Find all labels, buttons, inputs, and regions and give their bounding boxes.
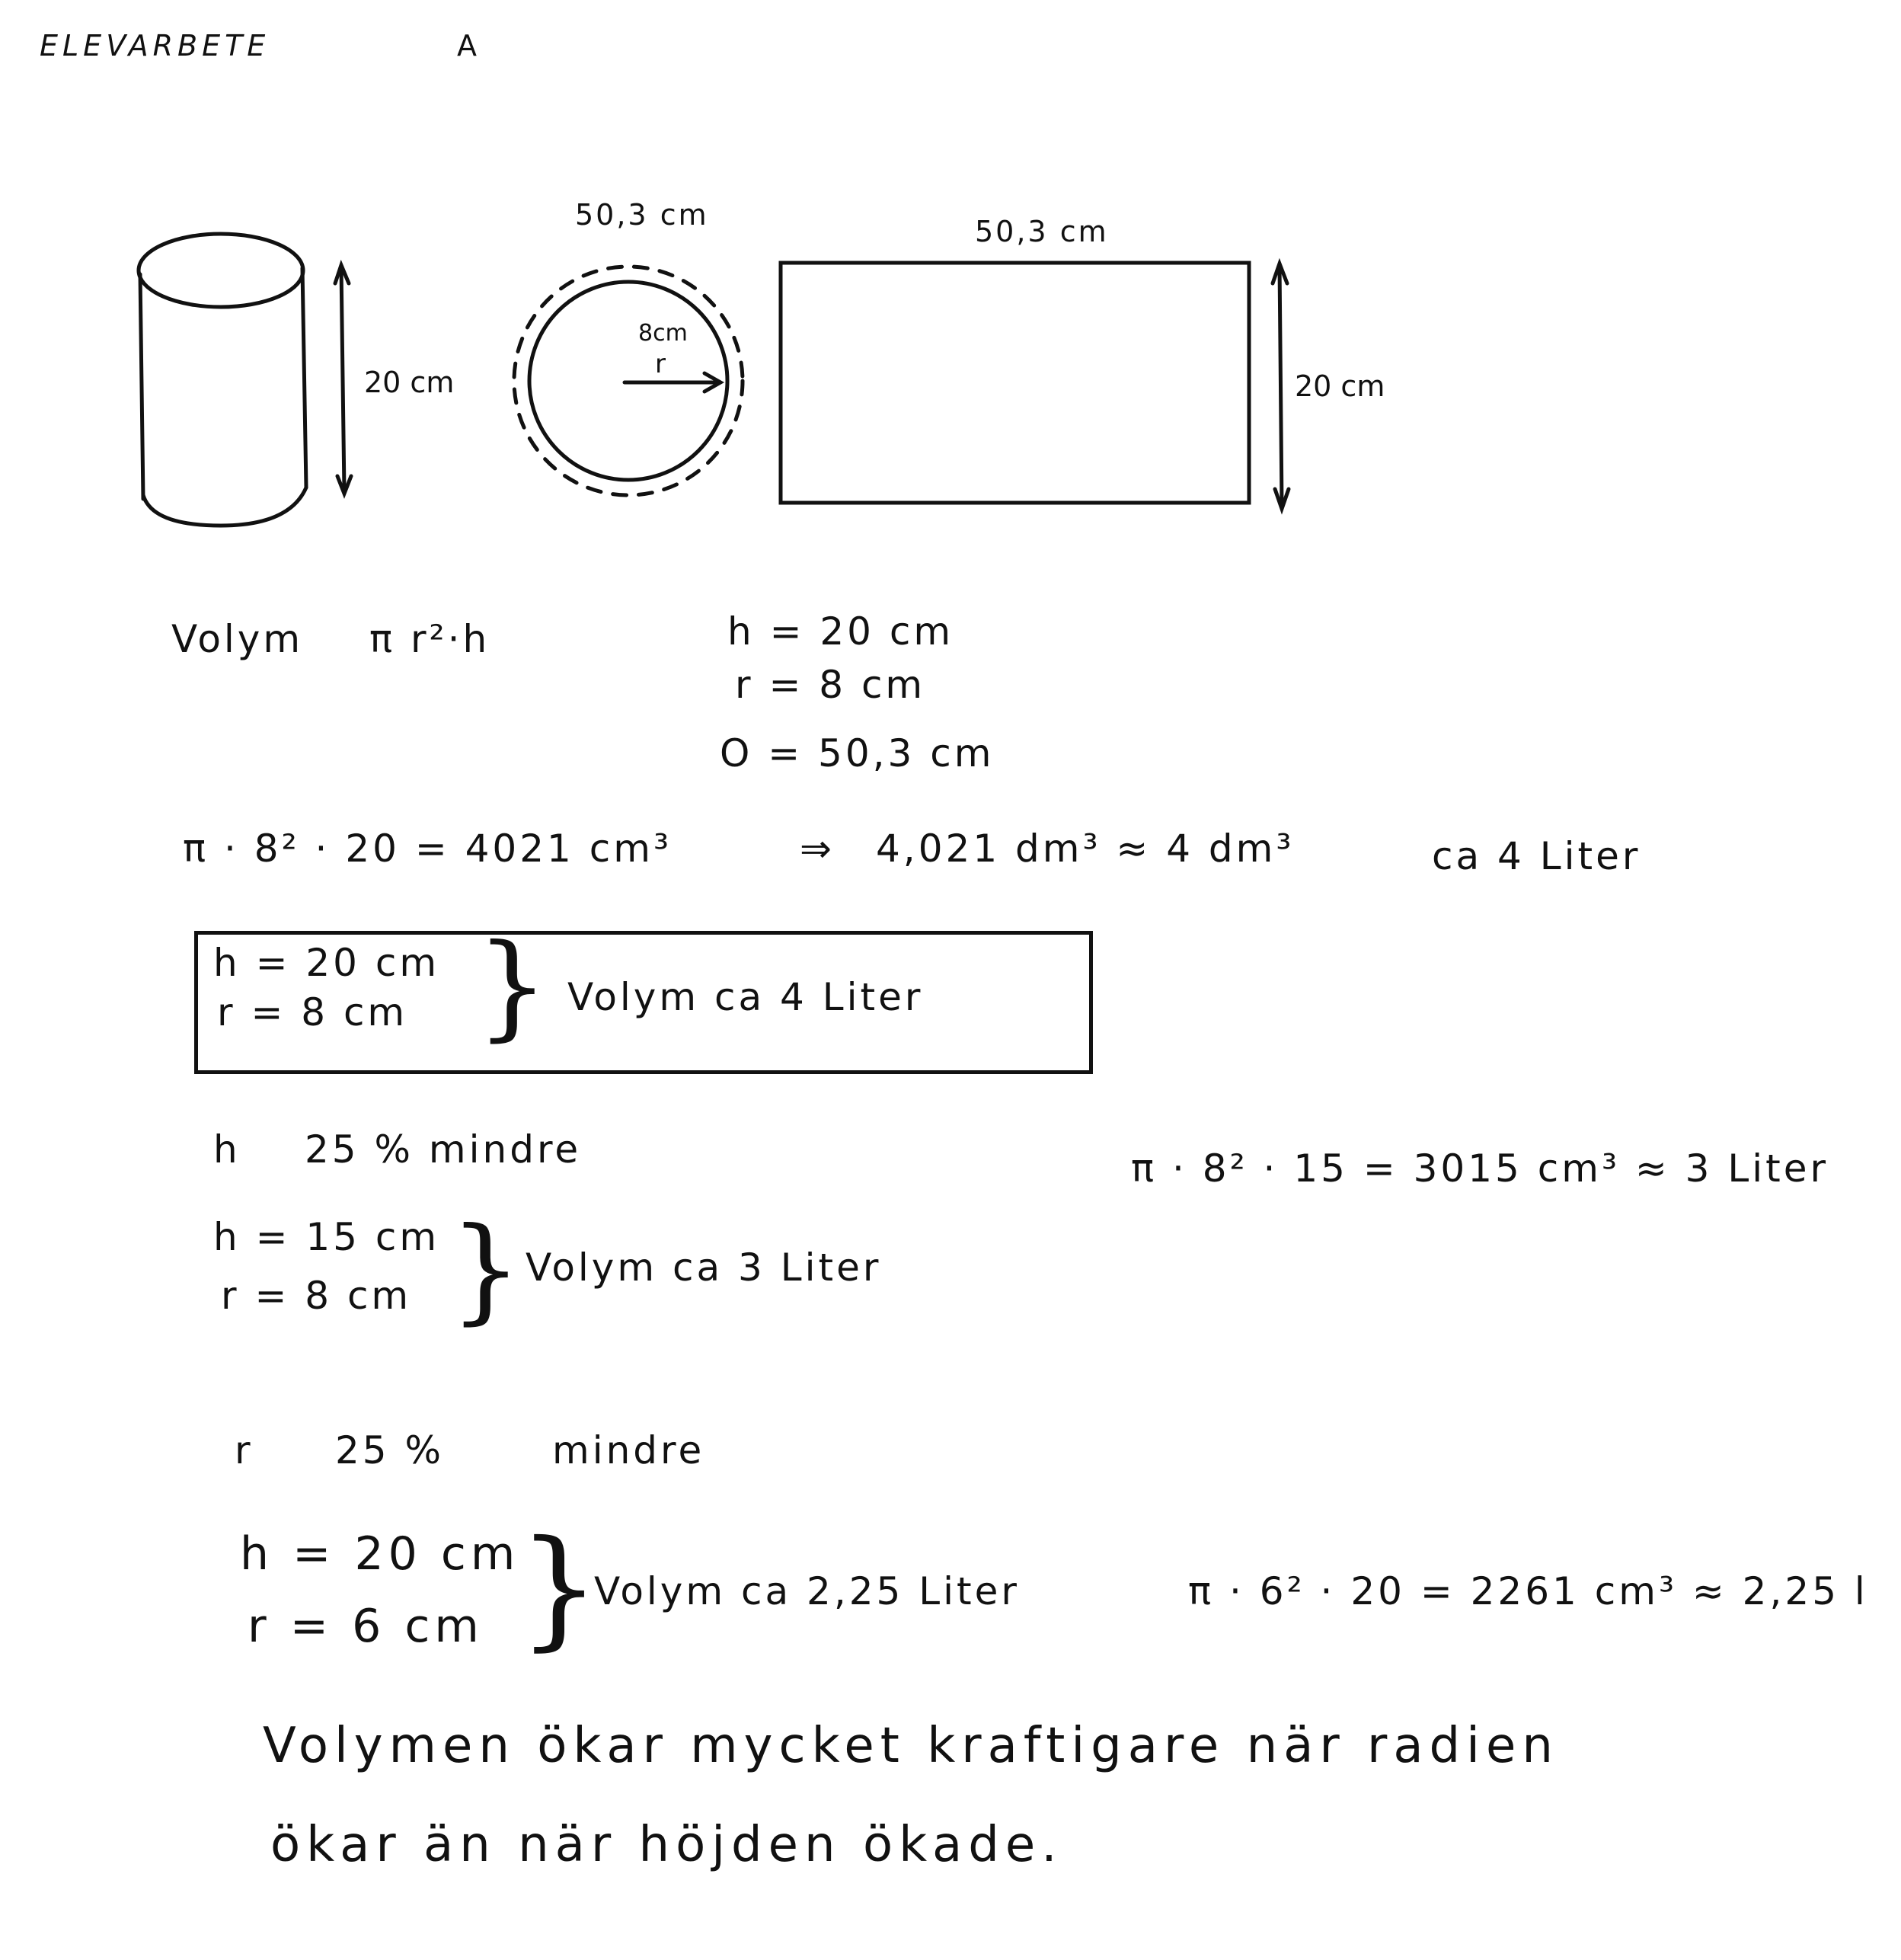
- section-h-heading: 25 % mindre: [305, 1127, 582, 1172]
- geometry-sketch: [0, 0, 1901, 548]
- section-h-brace: }: [449, 1204, 522, 1336]
- boxed-brace: }: [476, 920, 549, 1053]
- circle-radius-value-label: 8cm: [638, 320, 688, 347]
- section-r-given-r: r = 6 cm: [248, 1600, 484, 1653]
- section-r-heading-percent: 25 %: [335, 1428, 445, 1472]
- circle-circumference-label: 50,3 cm: [575, 198, 709, 232]
- section-r-heading-text: mindre: [552, 1428, 705, 1472]
- section-h-result: Volym ca 3 Liter: [526, 1245, 882, 1290]
- cylinder-height-arrow: [341, 267, 344, 491]
- main-calc-arrow: ⇒: [800, 827, 835, 871]
- page-title: ELEVARBETE: [40, 29, 270, 62]
- section-r-brace: }: [518, 1513, 601, 1664]
- section-h-calc: π · 8² · 15 = 3015 cm³ ≈ 3 Liter: [1131, 1146, 1829, 1191]
- circle-radius-symbol: r: [655, 349, 666, 379]
- cylinder-left-edge: [140, 274, 143, 499]
- rectangle-height-label: 20 cm: [1295, 369, 1385, 403]
- main-calc-conversion: 4,021 dm³ ≈ 4 dm³: [876, 827, 1295, 871]
- section-r-result: Volym ca 2,25 Liter: [594, 1569, 1020, 1613]
- cylinder-right-edge: [302, 268, 306, 488]
- section-h-given-h: h = 15 cm: [213, 1215, 440, 1259]
- given-r: r = 8 cm: [735, 663, 926, 707]
- cylinder-bottom-curve: [143, 488, 306, 526]
- main-calc-expression: π · 8² · 20 = 4021 cm³: [183, 827, 673, 871]
- section-h-given-r: r = 8 cm: [221, 1274, 412, 1318]
- given-h: h = 20 cm: [727, 609, 954, 654]
- section-r-variable: r: [235, 1428, 254, 1472]
- boxed-h: h = 20 cm: [213, 941, 440, 985]
- main-calc-approx: ca 4 Liter: [1432, 834, 1641, 878]
- conclusion-line-1: Volymen ökar mycket kraftigare när radien: [263, 1718, 1559, 1774]
- cylinder-top-ellipse: [139, 234, 303, 307]
- volume-formula: π r²·h: [369, 617, 490, 661]
- boxed-volume-result: Volym ca 4 Liter: [567, 975, 924, 1019]
- given-circumference: O = 50,3 cm: [720, 731, 995, 775]
- section-r-given-h: h = 20 cm: [240, 1527, 520, 1581]
- volume-label: Volym: [171, 617, 304, 661]
- section-h-variable: h: [213, 1127, 241, 1172]
- page-variant: A: [457, 29, 477, 62]
- conclusion-line-2: ökar än när höjden ökade.: [270, 1817, 1063, 1873]
- section-r-calc: π · 6² · 20 = 2261 cm³ ≈ 2,25 l: [1188, 1569, 1868, 1613]
- rectangle-width-label: 50,3 cm: [975, 215, 1109, 248]
- rectangle-height-arrow: [1280, 265, 1282, 507]
- cylinder-height-label: 20 cm: [364, 366, 455, 399]
- boxed-r: r = 8 cm: [217, 990, 408, 1034]
- unrolled-rectangle: [781, 263, 1249, 503]
